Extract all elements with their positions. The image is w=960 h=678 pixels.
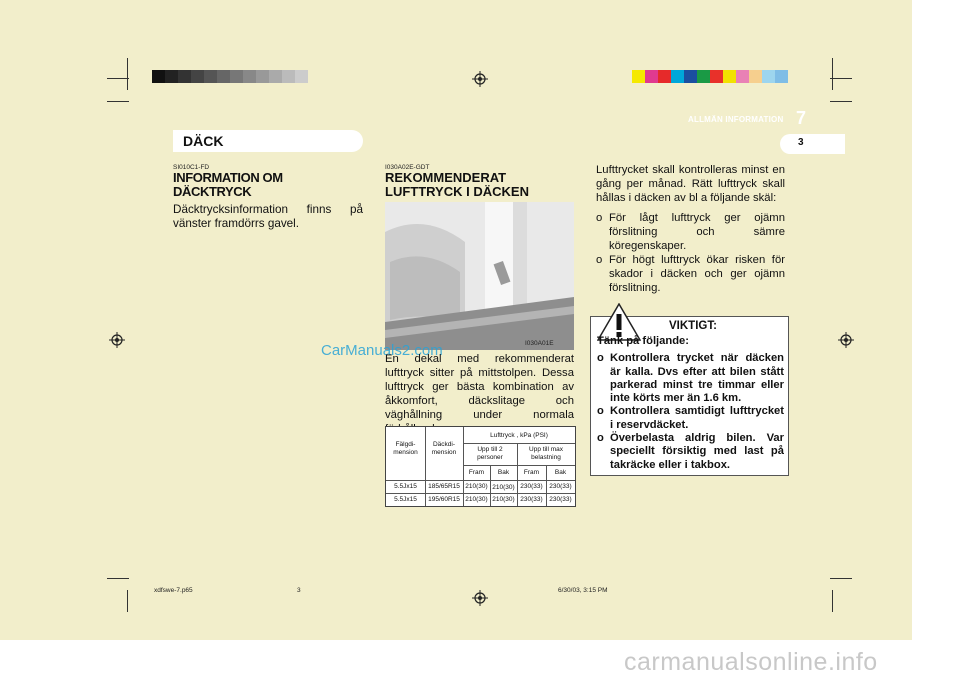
site-watermark[interactable]: carmanualsonline.info <box>624 648 878 676</box>
gray-swatch <box>191 70 204 83</box>
gray-swatch <box>269 70 282 83</box>
crop-mark <box>107 578 129 579</box>
list-item <box>597 352 784 405</box>
crop-mark <box>107 101 129 102</box>
grayscale-bar <box>152 70 308 83</box>
color-swatch <box>710 70 723 83</box>
crop-mark <box>830 78 852 79</box>
header-upto-2: Upp till 2 personer <box>477 446 503 461</box>
table-cell: 5.5Jx15 <box>394 483 417 490</box>
color-swatch <box>697 70 710 83</box>
bullet: o <box>596 254 603 266</box>
section-code: SI010C1-FD <box>173 164 210 171</box>
table-cell: 210(30) <box>492 484 515 491</box>
header-pressure: Lufttryck , kPa (PSI) <box>490 432 548 439</box>
gray-swatch <box>217 70 230 83</box>
crop-mark <box>107 78 129 79</box>
bullet: o <box>597 405 604 418</box>
warning-title: VIKTIGT: <box>669 320 717 332</box>
list-item-text: Överbelasta aldrig bilen. Var speciellt försiktig med last på takräcke eller i takbox. <box>610 432 784 471</box>
gray-swatch <box>165 70 178 83</box>
list-item-text: För lågt lufttryck ger ojämn förslitning och sämre köregenskaper. <box>609 212 785 252</box>
gray-swatch <box>243 70 256 83</box>
crop-mark <box>832 590 833 612</box>
list-item <box>596 253 785 295</box>
header-tire-size: Däckdi-mension <box>431 441 457 456</box>
gray-swatch <box>204 70 217 83</box>
door-pillar-icon <box>385 202 574 350</box>
list-item <box>596 211 785 253</box>
crop-mark <box>127 58 128 90</box>
gray-swatch <box>178 70 191 83</box>
footer-file: xdfswe-7.p65 <box>154 587 193 594</box>
section-heading-line2: LUFTTRYCK I DÄCKEN <box>385 184 529 199</box>
list-item <box>597 405 784 432</box>
column-1 <box>173 164 363 231</box>
table-cell: 210(30) <box>465 483 488 490</box>
header-rim-size: Fälgdi-mension <box>393 441 418 456</box>
color-swatch <box>658 70 671 83</box>
page-number: 3 <box>798 137 804 148</box>
color-swatch <box>684 70 697 83</box>
list-item <box>597 432 784 472</box>
image-code: I030A01E <box>525 340 554 347</box>
page-number-tab <box>780 134 845 154</box>
bullet: o <box>596 212 603 224</box>
table-cell: 210(30) <box>465 496 488 503</box>
header-upto-max: Upp till max belastning <box>529 446 563 461</box>
table-cell: 230(33) <box>520 496 543 503</box>
section-tab <box>173 130 363 152</box>
header-front: Fram <box>523 469 540 476</box>
section-tab-label: DÄCK <box>183 133 224 149</box>
crop-mark <box>832 58 833 90</box>
crop-mark <box>127 590 128 612</box>
list-item-text: Kontrollera trycket när däcken är kalla. Dvs efter att bilen stått parkerad minst tre timmar eller inte körts mer än 1.6 km. <box>610 352 784 405</box>
column-3 <box>596 163 785 295</box>
chapter-number: 7 <box>796 108 807 128</box>
color-swatch <box>736 70 749 83</box>
table-cell: 5.5Jx15 <box>394 496 417 503</box>
table-cell: 195/60R15 <box>428 496 460 503</box>
section-heading: INFORMATION OM DÄCKTRYCK <box>173 170 283 199</box>
list-item-text: Kontrollera samtidigt lufttrycket i reservdäcket. <box>610 405 784 431</box>
table-cell: 230(33) <box>549 483 572 490</box>
registration-mark-icon <box>472 590 488 606</box>
color-swatch <box>632 70 645 83</box>
header-front: Fram <box>468 469 485 476</box>
color-bar <box>632 70 788 83</box>
color-swatch <box>762 70 775 83</box>
section-title: ALLMÄN INFORMATION <box>688 115 784 124</box>
color-swatch <box>775 70 788 83</box>
body-text: Lufttrycket skall kontrolleras minst en gång per månad. Rätt lufttryck skall hållas i däcken av bl a följande skäl: <box>596 164 785 204</box>
registration-mark-icon <box>472 71 488 87</box>
table-cell: 230(33) <box>520 483 543 490</box>
door-pillar-photo <box>385 202 574 350</box>
crop-mark <box>830 101 852 102</box>
warning-intro: Tänk på följande: <box>597 335 689 347</box>
tire-pressure-table <box>385 426 576 507</box>
gray-swatch <box>282 70 295 83</box>
table-cell: 230(33) <box>549 496 572 503</box>
header-rear: Bak <box>497 469 510 476</box>
list-item-text: För högt lufttryck ökar risken för skador i däcken och ger ojämn förslitning. <box>609 254 785 294</box>
table-cell: 185/65R15 <box>428 483 460 490</box>
gray-swatch <box>152 70 165 83</box>
body-text: En dekal med rekommenderat lufttryck sitter på mittstolpen. Dessa lufttryck ger bästa kombination av åkkomfort, däckslitage och väghållning under normala <box>385 353 574 421</box>
color-swatch <box>749 70 762 83</box>
color-swatch <box>723 70 736 83</box>
registration-mark-icon <box>109 332 125 348</box>
section-code: I030A02E-GDT <box>385 164 430 171</box>
warning-content <box>597 335 784 472</box>
gray-swatch <box>256 70 269 83</box>
gray-swatch <box>230 70 243 83</box>
header-rear: Bak <box>554 469 567 476</box>
color-swatch <box>671 70 684 83</box>
crop-mark <box>830 578 852 579</box>
warning-box <box>590 316 789 476</box>
registration-mark-icon <box>838 332 854 348</box>
watermark-text: CarManuals2.com <box>321 342 443 359</box>
gray-swatch <box>295 70 308 83</box>
table-cell: 210(30) <box>492 496 515 503</box>
bullet: o <box>597 352 604 365</box>
section-heading-line1: REKOMMENDERAT <box>385 170 507 185</box>
color-swatch <box>645 70 658 83</box>
footer-date: 6/30/03, 3:15 PM <box>558 587 608 594</box>
column-2 <box>385 164 575 199</box>
body-text: Däcktrycksinformation finns på vänster framdörrs gavel. <box>173 203 363 230</box>
footer-page: 3 <box>297 587 301 594</box>
bullet: o <box>597 432 604 445</box>
